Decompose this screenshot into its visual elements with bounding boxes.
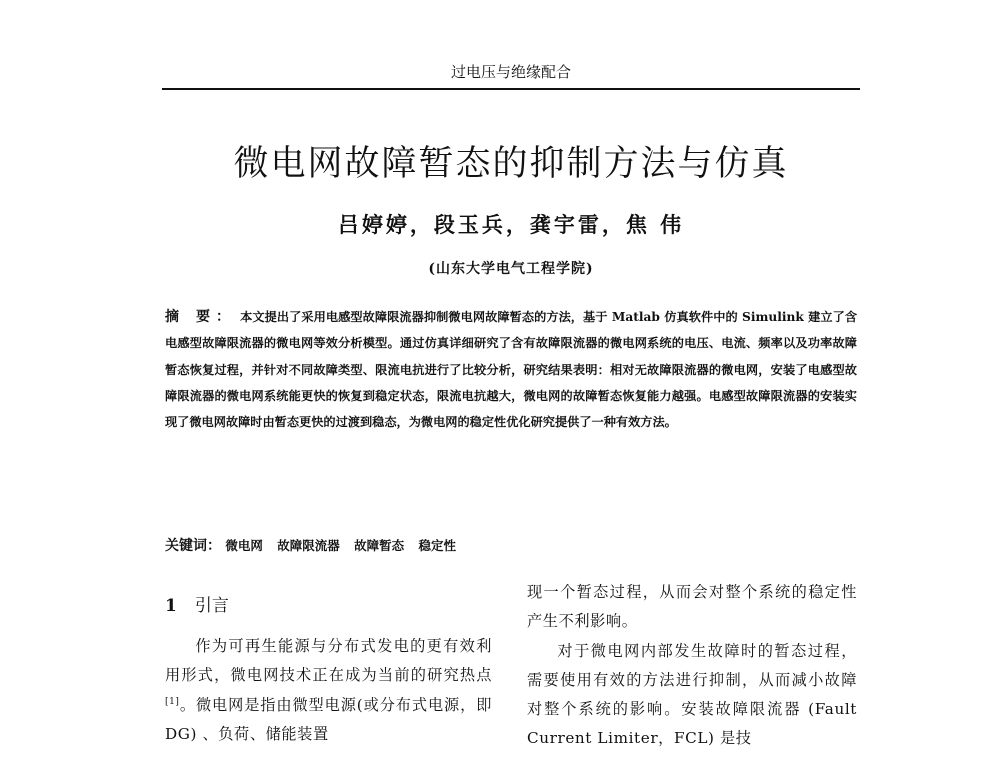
intro-paragraph <box>165 632 492 749</box>
section-number: 1 <box>165 596 177 616</box>
left-column <box>165 590 492 749</box>
keywords-label: 关键词： <box>165 538 221 554</box>
keyword-item: 微电网 <box>225 538 263 553</box>
abstract <box>165 304 857 435</box>
section-heading-introduction <box>165 594 492 618</box>
citation-ref: [1] <box>165 696 180 707</box>
author-list: 吕婷婷，段玉兵，龚宇雷，焦 伟 <box>337 212 685 237</box>
abstract-text: 本文提出了采用电感型故障限流器抑制微电网故障暂态的方法，基于 Matlab 仿真软件中的 Simulink 建立了含电感型故障限流器的微电网等效分析模型。通过仿真详细研究了含有故障限流器的微电网系统的电压、电流、频率以及功率故障暂态恢复过程，并针对不同故障类型、限流电抗进行了比较分析，研究结果表明：相对无故障限流器的微电网，安装了电感型故障限流器的微电网系统能更快的恢复到稳定状态，限流电抗越大，微电网的故障暂态恢复能力越强。电感型故障限流器的安装实现了微电网故障时由暂态更快的过渡到稳态，为微电网的稳定性优化研究提供了一种有效方法。 <box>165 310 858 430</box>
right-column <box>527 578 857 754</box>
affiliation: (山东大学电气工程学院) <box>428 261 594 277</box>
section-title: 引言 <box>194 596 229 616</box>
intro-text-a: 作为可再生能源与分布式发电的更有效利用形式，微电网技术正在成为当前的研究热点 <box>165 637 492 685</box>
keywords <box>165 534 857 558</box>
paper-title: 微电网故障暂态的抑制方法与仿真 <box>233 144 789 184</box>
keyword-item: 故障限流器 <box>277 538 340 553</box>
journal-section-header: 过电压与绝缘配合 <box>162 62 860 90</box>
intro-text-b: 。微电网是指由微型电源(或分布式电源，即 DG) 、负荷、储能装置 <box>165 695 492 743</box>
continued-paragraph: 现一个暂态过程，从而会对整个系统的稳定性产生不利影响。 <box>527 583 857 631</box>
keyword-item: 故障暂态 <box>354 538 405 553</box>
abstract-label: 摘 要： <box>165 309 237 325</box>
keyword-item: 稳定性 <box>418 538 456 553</box>
fcl-paragraph: 对于微电网内部发生故障时的暂态过程，需要使用有效的方法进行抑制，从而减小故障对整个系统的影响。安装故障限流器 (Fault Current Limiter，FCL) 是技 <box>527 641 857 748</box>
